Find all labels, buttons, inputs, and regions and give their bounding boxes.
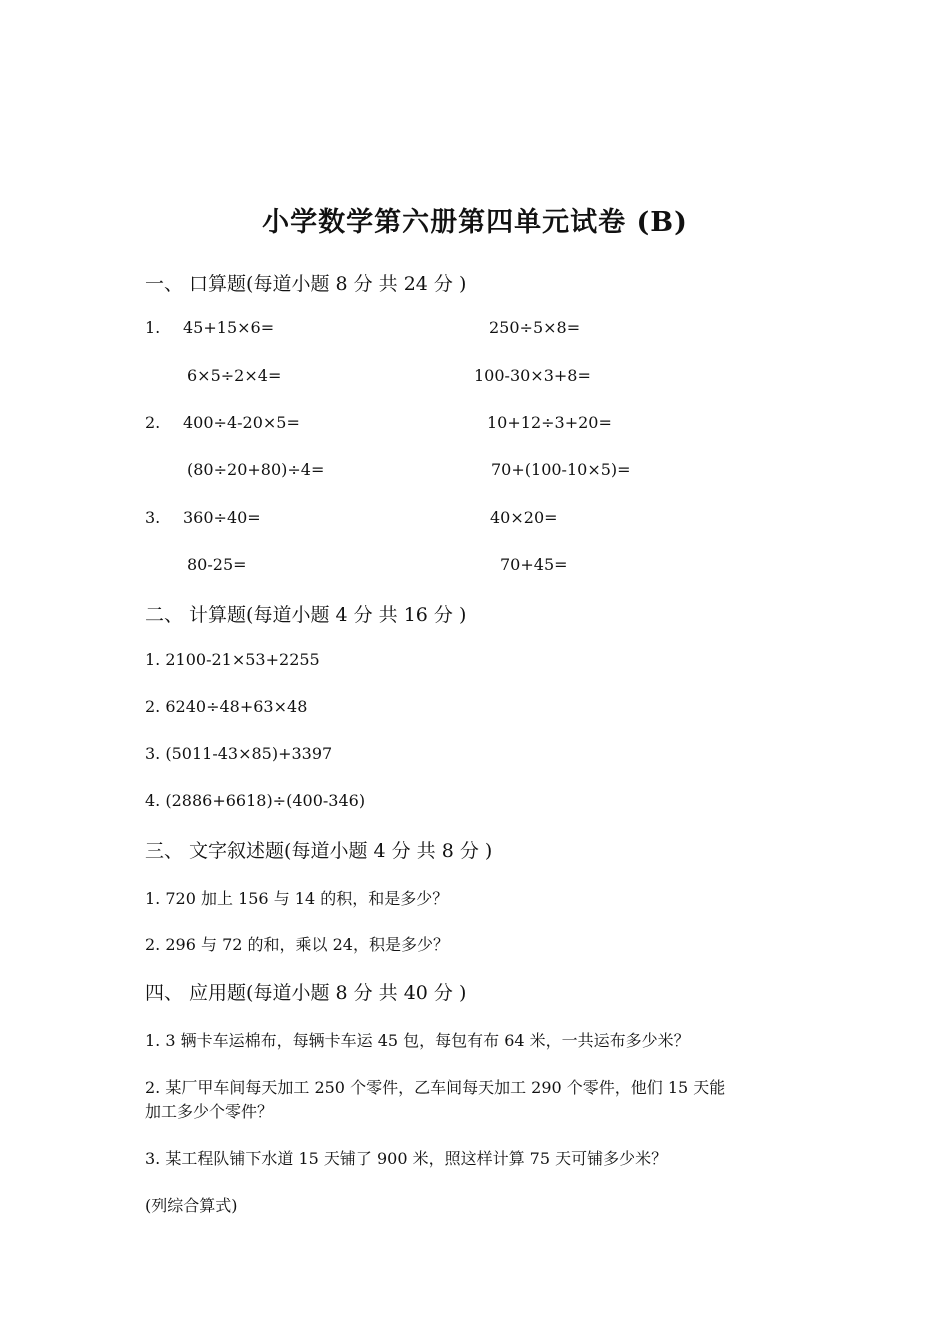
s4-q3: 3. 某工程队铺下水道 15 天铺了 900 米，照这样计算 75 天可铺多少米？ [145, 1149, 668, 1168]
s4-q1: 1. 3 辆卡车运棉布，每辆卡车运 45 包，每包有布 64 米，一共运布多少米？ [145, 1031, 690, 1050]
s1-q3-b: 40×20= [490, 508, 558, 527]
s1-q3-d: 70+45= [500, 555, 568, 574]
s1-q2-b: 10+12÷3+20= [487, 413, 612, 432]
s1-q3-number: 3. [145, 508, 161, 527]
section-1-heading: 一、 口算题(每道小题 8 分 共 24 分 ) [145, 273, 467, 295]
s4-q2-line1: 2. 某厂甲车间每天加工 250 个零件，乙车间每天加工 290 个零件，他们 15 天能 [145, 1078, 726, 1097]
s4-q2-line2: 加工多少个零件？ [145, 1102, 274, 1121]
s1-q1-b: 250÷5×8= [489, 318, 581, 337]
s1-q3-a: 360÷40= [183, 508, 261, 527]
s1-q1-number: 1. [145, 318, 161, 337]
s3-q2: 2. 296 与 72 的和，乘以 24，积是多少？ [145, 935, 449, 954]
page-title: 小学数学第六册第四单元试卷 (B) [262, 207, 688, 238]
s1-q1-c: 6×5÷2×4= [187, 366, 282, 385]
s1-q2-number: 2. [145, 413, 161, 432]
s1-q1-a: 45+15×6= [183, 318, 275, 337]
s1-q2-a: 400÷4-20×5= [183, 413, 300, 432]
s3-q1: 1. 720 加上 156 与 14 的积，和是多少？ [145, 889, 449, 908]
s1-q3-c: 80-25= [187, 555, 247, 574]
section-4-heading: 四、 应用题(每道小题 8 分 共 40 分 ) [145, 982, 467, 1004]
section-3-heading: 三、 文字叙述题(每道小题 4 分 共 8 分 ) [145, 840, 493, 862]
s2-q1: 1. 2100-21×53+2255 [145, 650, 320, 669]
s4-note: (列综合算式) [145, 1196, 238, 1215]
section-2-heading: 二、 计算题(每道小题 4 分 共 16 分 ) [145, 604, 467, 626]
s1-q2-c: (80÷20+80)÷4= [187, 460, 325, 479]
s2-q3: 3. (5011-43×85)+3397 [145, 744, 333, 763]
s2-q2: 2. 6240÷48+63×48 [145, 697, 308, 716]
s2-q4: 4. (2886+6618)÷(400-346) [145, 791, 366, 810]
s1-q2-d: 70+(100-10×5)= [491, 460, 631, 479]
s1-q1-d: 100-30×3+8= [474, 366, 591, 385]
